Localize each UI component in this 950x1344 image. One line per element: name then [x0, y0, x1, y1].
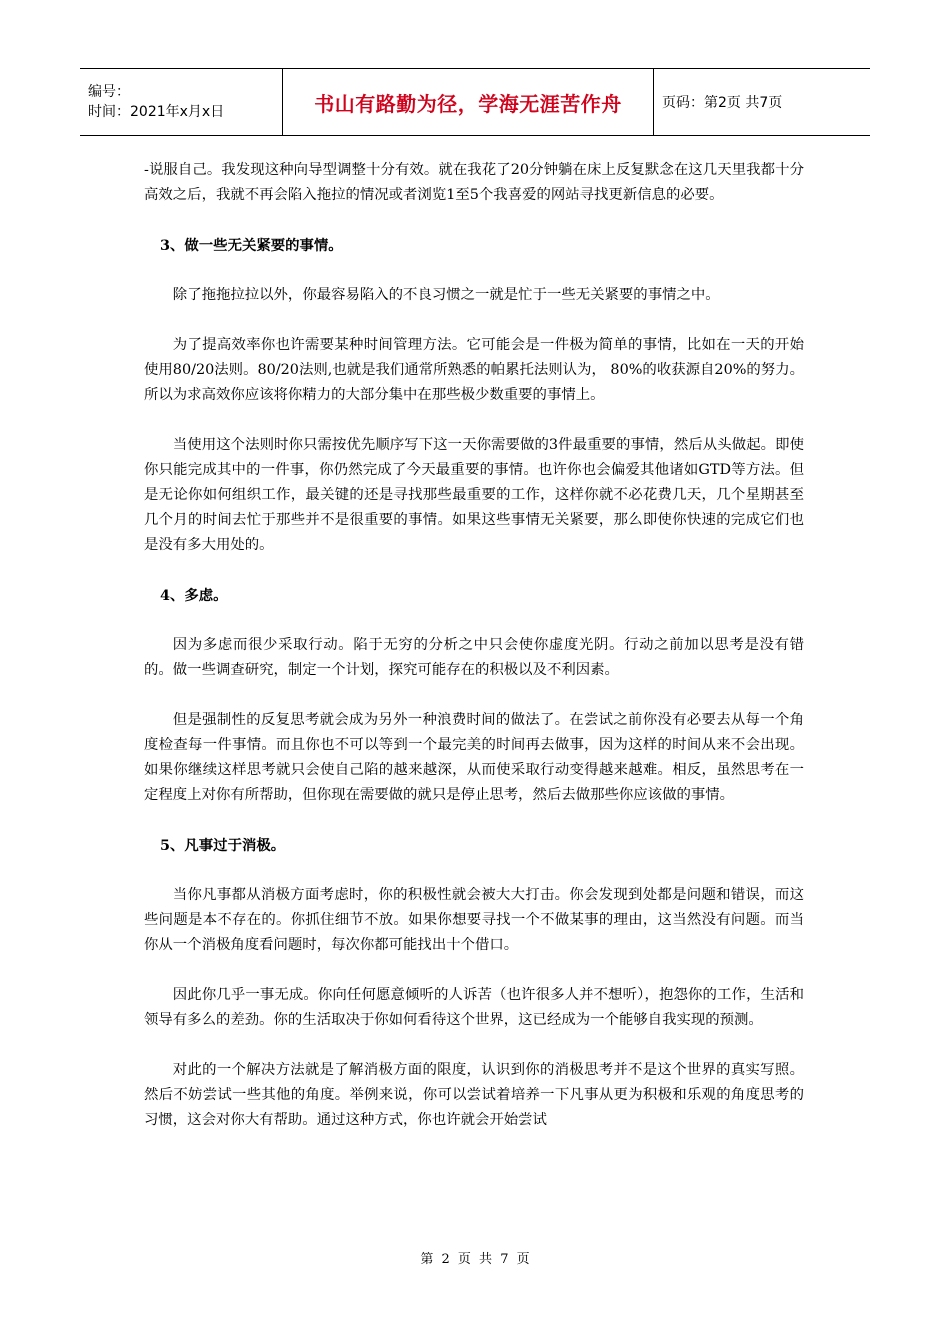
- header-page-code-cell: [654, 69, 870, 135]
- header-motto: 书山有路勤为径，学海无涯苦作舟: [314, 91, 622, 116]
- header-page-code: 页码：第2页 共7页: [662, 95, 783, 111]
- paragraph-5: 因为多虑而很少采取行动。陷于无穷的分析之中只会使你虚度光阴。行动之前加以思考是没有错的。做一些调查研究，制定一个计划，探究可能存在的积极以及不利因素。: [144, 637, 804, 678]
- paragraph-6: 但是强制性的反复思考就会成为另外一种浪费时间的做法了。在尝试之前你没有必要去从每一个角度检查每一件事情。而且你也不可以等到一个最完美的时间再去做事，因为这样的时间从来不会出现。如果你继续这样思考就只会使自己陷的越来越深，从而使采取行动变得越来越难。相反，虽然思考在一定程度上对你有所帮助，但你现在需要做的就只是停止思考，然后去做那些你应该做的事情。: [144, 712, 804, 803]
- paragraph-2: 除了拖拖拉拉以外，你最容易陷入的不良习惯之一就是忙于一些无关紧要的事情之中。: [172, 287, 720, 303]
- page-footer: 第 2 页 共 7 页: [420, 1252, 530, 1267]
- header-motto-cell: [282, 69, 654, 135]
- document-header: [80, 68, 870, 136]
- section-heading-3: 3、做一些无关紧要的事情。: [160, 237, 343, 254]
- paragraph-8: 因此你几乎一事无成。你向任何愿意倾听的人诉苦（也许很多人并不想听），抱怨你的工作，生活和领导有多么的差劲。你的生活取决于你如何看待这个世界，这已经成为一个能够自我实现的预测。: [144, 987, 804, 1028]
- section-heading-4: 4、多虑。: [160, 587, 228, 604]
- document-date: 时间：2021年x月x日: [88, 104, 225, 120]
- document-body: [144, 158, 804, 1158]
- section-heading-5: 5、凡事过于消极。: [160, 837, 286, 854]
- paragraph-9: 对此的一个解决方法就是了解消极方面的限度，认识到你的消极思考并不是这个世界的真实写照。然后不妨尝试一些其他的角度。举例来说，你可以尝试着培养一下凡事从更为积极和乐观的角度思考的习惯，这会对你大有帮助。通过这种方式，你也许就会开始尝试: [144, 1062, 804, 1128]
- paragraph-7: 当你凡事都从消极方面考虑时，你的积极性就会被大大打击。你会发现到处都是问题和错误，而这些问题是本不存在的。你抓住细节不放。如果你想要寻找一个不做某事的理由，这当然没有问题。而当你从一个消极角度看问题时，每次你都可能找出十个借口。: [144, 887, 804, 953]
- header-meta: [80, 69, 282, 135]
- paragraph-1: -说服自己。我发现这种向导型调整十分有效。就在我花了20分钟躺在床上反复默念在这几天里我都十分高效之后，我就不再会陷入拖拉的情况或者浏览1至5个我喜爱的网站寻找更新信息的必要。: [144, 162, 804, 203]
- paragraph-3: 为了提高效率你也许需要某种时间管理方法。它可能会是一件极为简单的事情，比如在一天的开始使用80/20法则。80/20法则,也就是我们通常所熟悉的帕累托法则认为， 80%的收获源自20%的努力。所以为求高效你应该将你精力的大部分集中在那些极少数重要的事情上。: [144, 337, 804, 403]
- document-number-label: 编号：: [88, 84, 130, 100]
- paragraph-4: 当使用这个法则时你只需按优先顺序写下这一天你需要做的3件最重要的事情，然后从头做起。即使你只能完成其中的一件事，你仍然完成了今天最重要的事情。也许你也会偏爱其他诸如GTD等方法。但是无论你如何组织工作，最关键的还是寻找那些最重要的工作，这样你就不必花费几天，几个星期甚至几个月的时间去忙于那些并不是很重要的事情。如果这些事情无关紧要，那么即使你快速的完成它们也是没有多大用处的。: [144, 437, 804, 553]
